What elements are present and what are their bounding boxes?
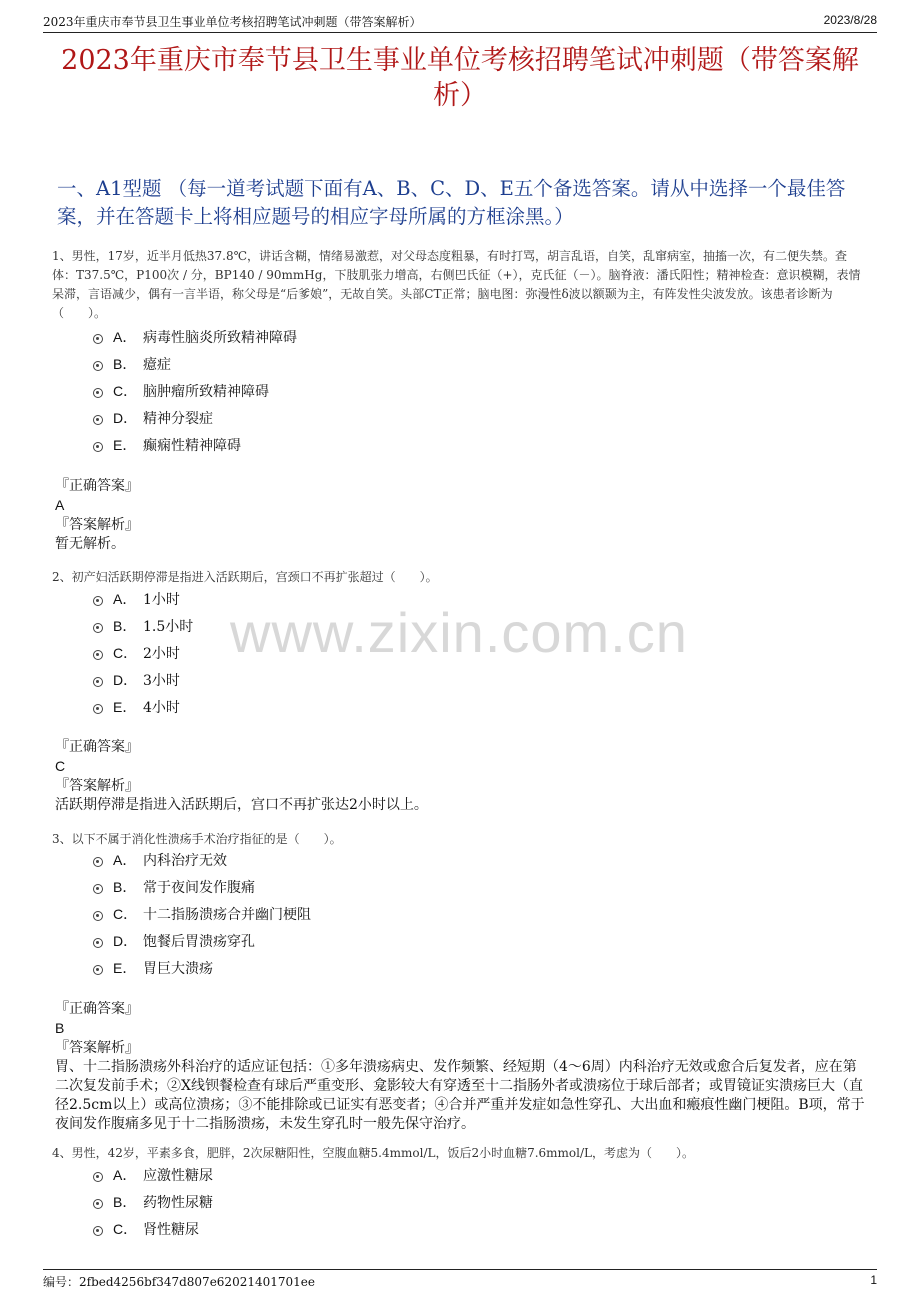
question-4-stem: 4、男性，42岁，平素多食，肥胖，2次尿糖阳性，空腹血糖5.4mmol/L，饭后2小时血糖7.6mmol/L，考虑为（ ）。: [52, 1146, 695, 1160]
question-3-option-c[interactable]: C． 十二指肠溃疡合并幽门梗阻: [93, 904, 311, 924]
footer-doc-code: 编号：2fbed4256bf347d807e62021401701ee: [43, 1275, 315, 1289]
question-2-option-c[interactable]: C． 2小时: [93, 643, 180, 663]
radio-icon[interactable]: [93, 334, 103, 344]
question-1-explanation: 暂无解析。: [55, 536, 125, 552]
radio-icon[interactable]: [93, 650, 103, 660]
radio-icon[interactable]: [93, 911, 103, 921]
footer-page-number: 1: [870, 1273, 877, 1287]
radio-icon[interactable]: [93, 677, 103, 687]
question-2-option-b[interactable]: B． 1.5小时: [93, 616, 193, 636]
question-4-option-c[interactable]: C． 肾性糖尿: [93, 1219, 199, 1239]
question-2-option-a[interactable]: A． 1小时: [93, 589, 180, 609]
radio-icon[interactable]: [93, 442, 103, 452]
explanation-label: 『答案解析』: [55, 778, 139, 794]
question-2-stem: 2、初产妇活跃期停滞是指进入活跃期后，宫颈口不再扩张超过（ ）。: [52, 570, 438, 584]
page-footer: [43, 1269, 877, 1288]
header-date: 2023/8/28: [823, 13, 877, 27]
question-3-option-e[interactable]: E． 胃巨大溃疡: [93, 958, 213, 978]
radio-icon[interactable]: [93, 1226, 103, 1236]
question-3-option-b[interactable]: B． 常于夜间发作腹痛: [93, 877, 255, 897]
correct-answer-label: 『正确答案』: [55, 1001, 139, 1017]
radio-icon[interactable]: [93, 857, 103, 867]
correct-answer-label: 『正确答案』: [55, 739, 139, 755]
radio-icon[interactable]: [93, 884, 103, 894]
question-4-option-a[interactable]: A． 应激性糖尿: [93, 1165, 213, 1185]
question-1-option-a[interactable]: A． 病毒性脑炎所致精神障碍: [93, 327, 297, 347]
question-1-option-e[interactable]: E． 癫痫性精神障碍: [93, 435, 241, 455]
document-title: 2023年重庆市奉节县卫生事业单位考核招聘笔试冲刺题（带答案解析）: [61, 45, 859, 111]
question-2-answer: C: [55, 758, 66, 774]
question-1-option-b[interactable]: B． 癔症: [93, 354, 171, 374]
question-1-option-c[interactable]: C． 脑肿瘤所致精神障碍: [93, 381, 269, 401]
question-4-option-b[interactable]: B． 药物性尿糖: [93, 1192, 213, 1212]
radio-icon[interactable]: [93, 965, 103, 975]
question-3-option-d[interactable]: D． 饱餐后胃溃疡穿孔: [93, 931, 255, 951]
section-heading: 一、A1型题 （每一道考试题下面有A、B、C、D、E五个备选答案。请从中选择一个最佳答案，并在答题卡上将相应题号的相应字母所属的方框涂黑。）: [57, 177, 846, 228]
radio-icon[interactable]: [93, 938, 103, 948]
question-2-explanation: 活跃期停滞是指进入活跃期后，宫口不再扩张达2小时以上。: [55, 797, 428, 813]
question-3-answer: B: [55, 1020, 65, 1036]
header-doc-name: 2023年重庆市奉节县卫生事业单位考核招聘笔试冲刺题（带答案解析）: [43, 15, 422, 29]
explanation-label: 『答案解析』: [55, 517, 139, 533]
page-header: [43, 12, 877, 33]
radio-icon[interactable]: [93, 1172, 103, 1182]
radio-icon[interactable]: [93, 704, 103, 714]
question-3-stem: 3、以下不属于消化性溃疡手术治疗指征的是（ ）。: [52, 832, 342, 846]
question-1-option-d[interactable]: D． 精神分裂症: [93, 408, 213, 428]
radio-icon[interactable]: [93, 415, 103, 425]
radio-icon[interactable]: [93, 388, 103, 398]
question-2-option-e[interactable]: E． 4小时: [93, 697, 180, 717]
radio-icon[interactable]: [93, 1199, 103, 1209]
radio-icon[interactable]: [93, 596, 103, 606]
question-1-answer: A: [55, 497, 65, 513]
question-2-option-d[interactable]: D． 3小时: [93, 670, 180, 690]
question-1-stem: 1、男性，17岁，近半月低热37.8℃，讲话含糊，情绪易激惹，对父母态度粗暴，有时打骂，胡言乱语，自笑，乱窜病室，抽搐一次，有二便失禁。查体：T37.5℃，P100次 / 分，BP140 / 90mmHg，下肢肌张力增高，右侧巴氏征（+），克氏征（－）。脑脊液：潘氏阳性；精神检查：意识模糊，表情呆滞，言语减少，偶有一言半语，称父母是“后爹娘”，无故自笑。头部CT正常；脑电图：弥漫性δ波以额颞为主，有阵发性尖波发放。该患者诊断为（ ）。: [52, 249, 861, 320]
watermark: www.zixin.com.cn: [230, 601, 688, 664]
explanation-label: 『答案解析』: [55, 1040, 139, 1056]
radio-icon[interactable]: [93, 361, 103, 371]
question-3-explanation: 胃、十二指肠溃疡外科治疗的适应证包括：①多年溃疡病史、发作频繁、经短期（4～6周）内科治疗无效或愈合后复发者，应在第二次复发前手术；②X线钡餐检查有球后严重变形、龛影较大有穿透至十二指肠外者或溃疡位于球后部者；或胃镜证实溃疡巨大（直径2.5cm以上）或高位溃疡；③不能排除或已证实有恶变者；④合并严重并发症如急性穿孔、大出血和瘢痕性幽门梗阻。B项，常于夜间发作腹痛多见于十二指肠溃疡，未发生穿孔时一般先保守治疗。: [55, 1059, 865, 1132]
radio-icon[interactable]: [93, 623, 103, 633]
question-3-option-a[interactable]: A． 内科治疗无效: [93, 850, 227, 870]
correct-answer-label: 『正确答案』: [55, 478, 139, 494]
